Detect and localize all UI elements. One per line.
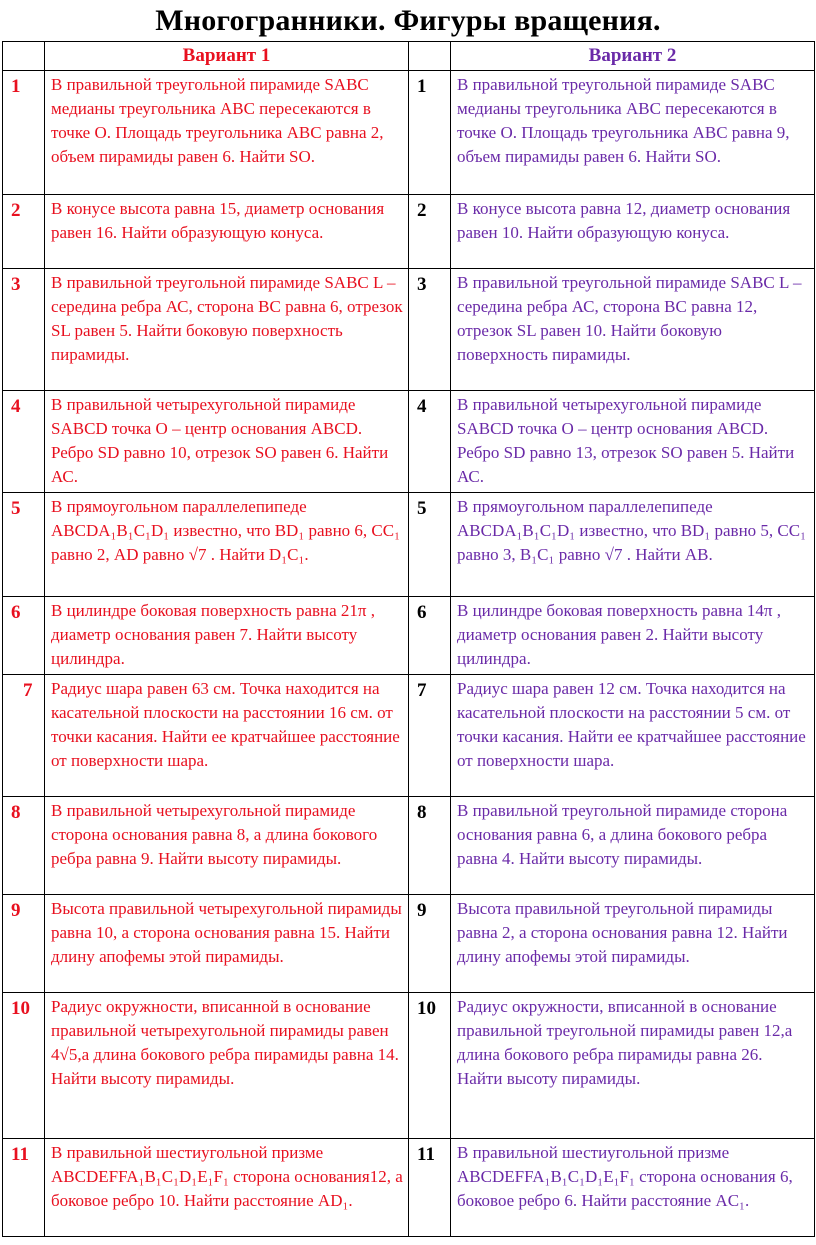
task-row [3, 1139, 815, 1237]
task-row [3, 71, 815, 195]
task-number-v1: 8 [3, 797, 45, 895]
task-text-v2: В правильной четырехугольной пирамиде SABCD точка О – центр основания ABCD. Ребро SD равно 13, отрезок SO равен 5. Найти АС. [451, 391, 815, 493]
task-number-v1: 3 [3, 269, 45, 391]
task-number-v1: 11 [3, 1139, 45, 1237]
task-text-v1: Высота правильной четырехугольной пирамиды равна 10, а сторона основания равна 15. Найти длину апофемы этой пирамиды. [45, 895, 409, 993]
header-row [3, 42, 815, 71]
task-number-v2: 7 [409, 675, 451, 797]
task-text-v1: Радиус шара равен 63 см. Точка находится на касательной плоскости на расстоянии 16 см. от точки касания. Найти ее кратчайшее расстояние от поверхности шара. [45, 675, 409, 797]
task-row [3, 269, 815, 391]
task-text-v1: В правильной треугольной пирамиде SABC медианы треугольника АВС пересекаются в точке О. Площадь треугольника АВС равна 2, объем пирамиды равен 6. Найти SO. [45, 71, 409, 195]
task-text-v2: В прямоугольном параллелепипеде ABCDA₁B₁C₁D₁ известно, что BD₁ равно 5, CC₁ равно 3, B₁C₁ равно √7 . Найти AB. [451, 493, 815, 597]
task-text-v1: В цилиндре боковая поверхность равна 21π , диаметр основания равен 7. Найти высоту цилиндра. [45, 597, 409, 675]
task-number-v2: 6 [409, 597, 451, 675]
task-row [3, 195, 815, 269]
task-number-v2: 11 [409, 1139, 451, 1237]
task-number-v2: 10 [409, 993, 451, 1139]
task-number-v2: 5 [409, 493, 451, 597]
task-row [3, 391, 815, 493]
task-text-v1: Радиус окружности, вписанной в основание правильной четырехугольной пирамиды равен 4√5,а длина бокового ребра пирамиды равна 14. Найти высоту пирамиды. [45, 993, 409, 1139]
task-text-v1: В правильной треугольной пирамиде SABC L – середина ребра АС, сторона ВС равна 6, отрезок SL равен 5. Найти боковую поверхность пирамиды. [45, 269, 409, 391]
task-text-v2: Радиус шара равен 12 см. Точка находится на касательной плоскости на расстоянии 5 см. от точки касания. Найти ее кратчайшее расстояние от поверхности шара. [451, 675, 815, 797]
task-number-v2: 9 [409, 895, 451, 993]
task-text-v2: В правильной треугольной пирамиде SABC L – середина ребра АС, сторона ВС равна 12, отрезок SL равен 10. Найти боковую поверхность пирамиды. [451, 269, 815, 391]
task-number-v1: 6 [3, 597, 45, 675]
task-row [3, 993, 815, 1139]
task-number-v2: 3 [409, 269, 451, 391]
task-row [3, 493, 815, 597]
task-number-v1: 7 [3, 675, 45, 797]
header-empty-cell [3, 42, 45, 71]
task-text-v1: В конусе высота равна 15, диаметр основания равен 16. Найти образующую конуса. [45, 195, 409, 269]
task-text-v1: В правильной четырехугольной пирамиде SABCD точка О – центр основания ABCD. Ребро SD равно 10, отрезок SO равен 6. Найти АС. [45, 391, 409, 493]
tasks-table [2, 41, 815, 1237]
task-text-v2: В цилиндре боковая поверхность равна 14π , диаметр основания равен 2. Найти высоту цилиндра. [451, 597, 815, 675]
task-text-v2: Высота правильной треугольной пирамиды равна 2, а сторона основания равна 12. Найти длину апофемы этой пирамиды. [451, 895, 815, 993]
task-text-v2: Радиус окружности, вписанной в основание правильной треугольной пирамиды равен 12,а длина бокового ребра пирамиды равна 26. Найти высоту пирамиды. [451, 993, 815, 1139]
task-number-v2: 4 [409, 391, 451, 493]
task-row [3, 895, 815, 993]
task-number-v1: 2 [3, 195, 45, 269]
task-number-v1: 10 [3, 993, 45, 1139]
task-row [3, 675, 815, 797]
page-title: Многогранники. Фигуры вращения. [155, 4, 661, 37]
task-text-v2: В конусе высота равна 12, диаметр основания равен 10. Найти образующую конуса. [451, 195, 815, 269]
variant1-header: Вариант 1 [45, 42, 409, 71]
task-number-v2: 2 [409, 195, 451, 269]
task-number-v1: 9 [3, 895, 45, 993]
task-text-v1: В прямоугольном параллелепипеде ABCDA₁B₁C₁D₁ известно, что BD₁ равно 6, CC₁ равно 2, AD равно √7 . Найти D₁C₁. [45, 493, 409, 597]
task-row [3, 597, 815, 675]
task-number-v1: 5 [3, 493, 45, 597]
header-empty-cell [409, 42, 451, 71]
task-number-v1: 1 [3, 71, 45, 195]
task-text-v2: В правильной треугольной пирамиде SABC медианы треугольника АВС пересекаются в точке О. Площадь треугольника АВС равна 9, объем пирамиды равен 6. Найти SO. [451, 71, 815, 195]
variant2-header: Вариант 2 [451, 42, 815, 71]
task-text-v1: В правильной шестиугольной призме ABCDEFFA₁B₁C₁D₁E₁F₁ сторона основания12, а боковое ребро 10. Найти расстояние AD₁. [45, 1139, 409, 1237]
task-number-v2: 1 [409, 71, 451, 195]
task-text-v2: В правильной шестиугольной призме ABCDEFFA₁B₁C₁D₁E₁F₁ сторона основания 6, боковое ребро 6. Найти расстояние AC₁. [451, 1139, 815, 1237]
task-text-v2: В правильной треугольной пирамиде сторона основания равна 6, а длина бокового ребра равна 4. Найти высоту пирамиды. [451, 797, 815, 895]
task-number-v1: 4 [3, 391, 45, 493]
task-number-v2: 8 [409, 797, 451, 895]
task-row [3, 797, 815, 895]
task-text-v1: В правильной четырехугольной пирамиде сторона основания равна 8, а длина бокового ребра равна 9. Найти высоту пирамиды. [45, 797, 409, 895]
